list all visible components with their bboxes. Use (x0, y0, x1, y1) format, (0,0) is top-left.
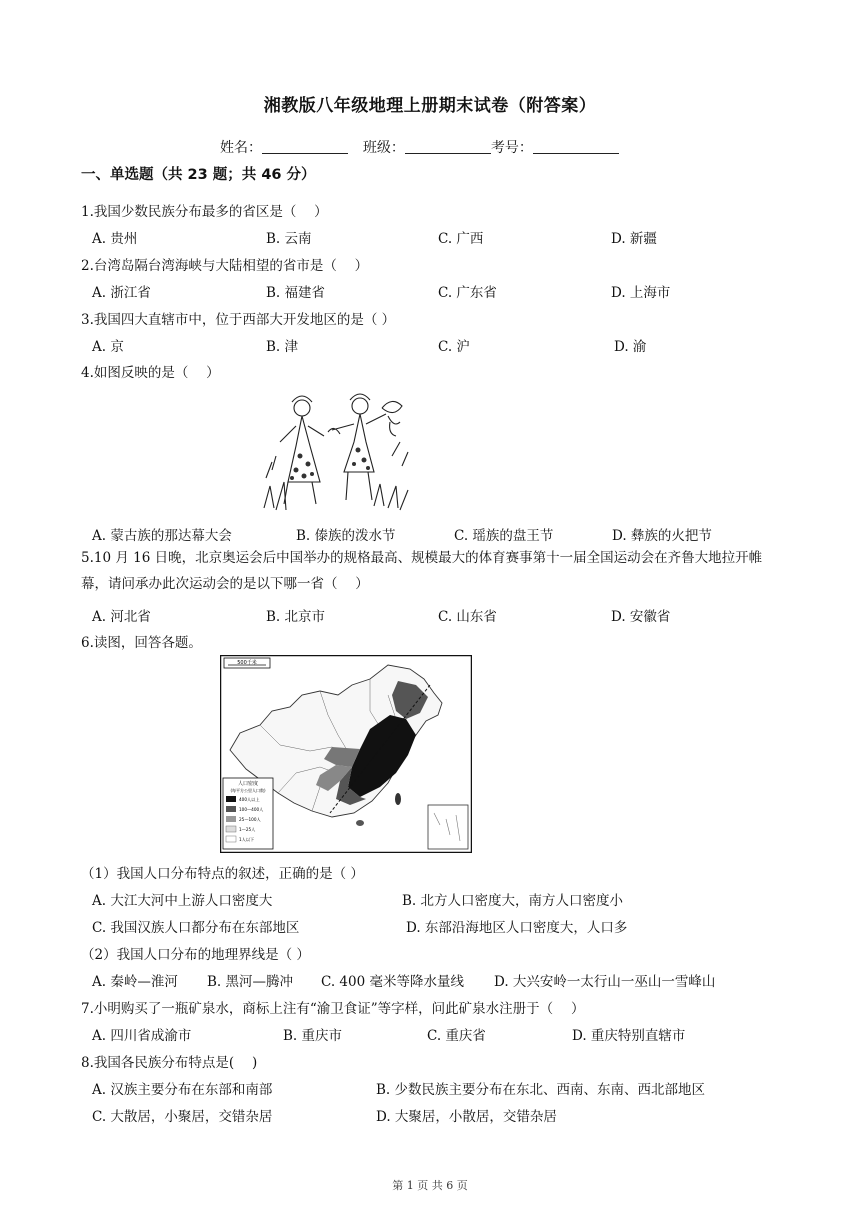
question-3-option-c[interactable]: C. 沪 (438, 339, 470, 355)
question-7-stem: 7.小明购买了一瓶矿泉水，商标上注有“渝卫食证”等字样，问此矿泉水注册于（ ） (81, 1001, 585, 1017)
question-5-option-b[interactable]: B. 北京市 (266, 609, 326, 625)
question-5-option-d[interactable]: D. 安徽省 (611, 609, 671, 625)
question-1-stem: 1.我国少数民族分布最多的省区是（ ） (81, 204, 328, 220)
question-4-option-a[interactable]: A. 蒙古族的那达幕大会 (92, 528, 232, 544)
map-legend-item-4: 1—25人 (239, 827, 256, 832)
exam-number-label: 考号： (490, 140, 533, 156)
question-3-stem: 3.我国四大直辖市中，位于西部大开发地区的是（ ） (81, 312, 396, 328)
population-density-map (220, 655, 472, 853)
question-8-stem: 8.我国各民族分布特点是( ) (81, 1055, 258, 1071)
question-3-option-a[interactable]: A. 京 (92, 339, 124, 355)
question-2-option-b[interactable]: B. 福建省 (266, 285, 326, 301)
section-heading: 一、单选题（共 23 题；共 46 分） (81, 167, 316, 183)
question-1-option-b[interactable]: B. 云南 (266, 231, 312, 247)
question-6-2-option-b[interactable]: B. 黑河—腾冲 (207, 974, 294, 990)
map-scale-label: 500千米 (237, 660, 257, 666)
question-4-option-c[interactable]: C. 瑶族的盘王节 (454, 528, 554, 544)
question-2-stem: 2.台湾岛隔台湾海峡与大陆相望的省市是（ ） (81, 258, 369, 274)
question-6-1-option-c[interactable]: C. 我国汉族人口都分布在东部地区 (92, 920, 300, 936)
map-legend-item-3: 25—100人 (239, 817, 261, 822)
question-2-option-a[interactable]: A. 浙江省 (92, 285, 151, 301)
map-legend-subtitle: (每平方公里人口数) (230, 788, 266, 793)
question-3-option-b[interactable]: B. 津 (266, 339, 299, 355)
question-4-option-b[interactable]: B. 傣族的泼水节 (296, 528, 396, 544)
question-5-option-c[interactable]: C. 山东省 (438, 609, 497, 625)
page-footer: 第 1 页 共 6 页 (392, 1179, 468, 1192)
class-label: 班级： (362, 140, 405, 156)
question-5-stem: 5.10 月 16 日晚，北京奥运会后中国举办的规格最高、规模最大的体育赛事第十一届全国运动会在齐鲁大地拉开帷幕，请问承办此次运动会的是以下哪一省（ ） (81, 550, 763, 592)
question-8-option-b[interactable]: B. 少数民族主要分布在东北、西南、东南、西北部地区 (376, 1082, 706, 1098)
question-6-1-option-a[interactable]: A. 大江大河中上游人口密度大 (92, 893, 273, 909)
question-6-2-stem: （2）我国人口分布的地理界线是（ ） (81, 947, 310, 963)
question-1-option-a[interactable]: A. 贵州 (92, 231, 138, 247)
question-5-option-a[interactable]: A. 河北省 (92, 609, 151, 625)
map-legend-item-5: 1人以下 (239, 837, 255, 842)
question-4-option-d[interactable]: D. 彝族的火把节 (612, 528, 712, 544)
question-6-2-option-a[interactable]: A. 秦岭—淮河 (92, 974, 178, 990)
question-7-option-c[interactable]: C. 重庆省 (427, 1028, 486, 1044)
name-blank[interactable] (262, 139, 348, 154)
question-8-option-d[interactable]: D. 大聚居，小散居，交错杂居 (376, 1109, 557, 1125)
question-6-1-option-d[interactable]: D. 东部沿海地区人口密度大，人口多 (406, 920, 628, 936)
question-8-option-a[interactable]: A. 汉族主要分布在东部和南部 (92, 1082, 273, 1098)
question-6-2-option-d[interactable]: D. 大兴安岭一太行山一巫山一雪峰山 (494, 974, 716, 990)
question-6-2-option-c[interactable]: C. 400 毫米等降水量线 (321, 974, 464, 990)
question-2-option-d[interactable]: D. 上海市 (611, 285, 671, 301)
question-7-option-a[interactable]: A. 四川省成渝市 (92, 1028, 192, 1044)
question-3-option-d[interactable]: D. 渝 (614, 339, 647, 355)
question-7-option-d[interactable]: D. 重庆特别直辖市 (572, 1028, 686, 1044)
student-info-line (220, 137, 619, 157)
festival-illustration (262, 386, 412, 516)
map-legend-title: 人口密度 (237, 781, 259, 787)
map-legend-item-1: 400人以上 (239, 797, 260, 802)
question-4-stem: 4.如图反映的是（ ） (81, 365, 220, 381)
question-2-option-c[interactable]: C. 广东省 (438, 285, 497, 301)
exam-number-blank[interactable] (533, 139, 619, 154)
map-legend-item-2: 100—400人 (239, 807, 264, 812)
question-6-1-stem: （1）我国人口分布特点的叙述，正确的是（ ） (81, 866, 364, 882)
question-1-option-d[interactable]: D. 新疆 (611, 231, 657, 247)
question-6-1-option-b[interactable]: B. 北方人口密度大，南方人口密度小 (402, 893, 624, 909)
question-7-option-b[interactable]: B. 重庆市 (283, 1028, 343, 1044)
question-1-option-c[interactable]: C. 广西 (438, 231, 484, 247)
question-6-stem: 6.读图，回答各题。 (81, 635, 202, 651)
name-label: 姓名： (220, 140, 262, 156)
question-8-option-c[interactable]: C. 大散居，小聚居，交错杂居 (92, 1109, 273, 1125)
page-title: 湘教版八年级地理上册期末试卷（附答案） (263, 96, 597, 116)
class-blank[interactable] (405, 139, 491, 154)
